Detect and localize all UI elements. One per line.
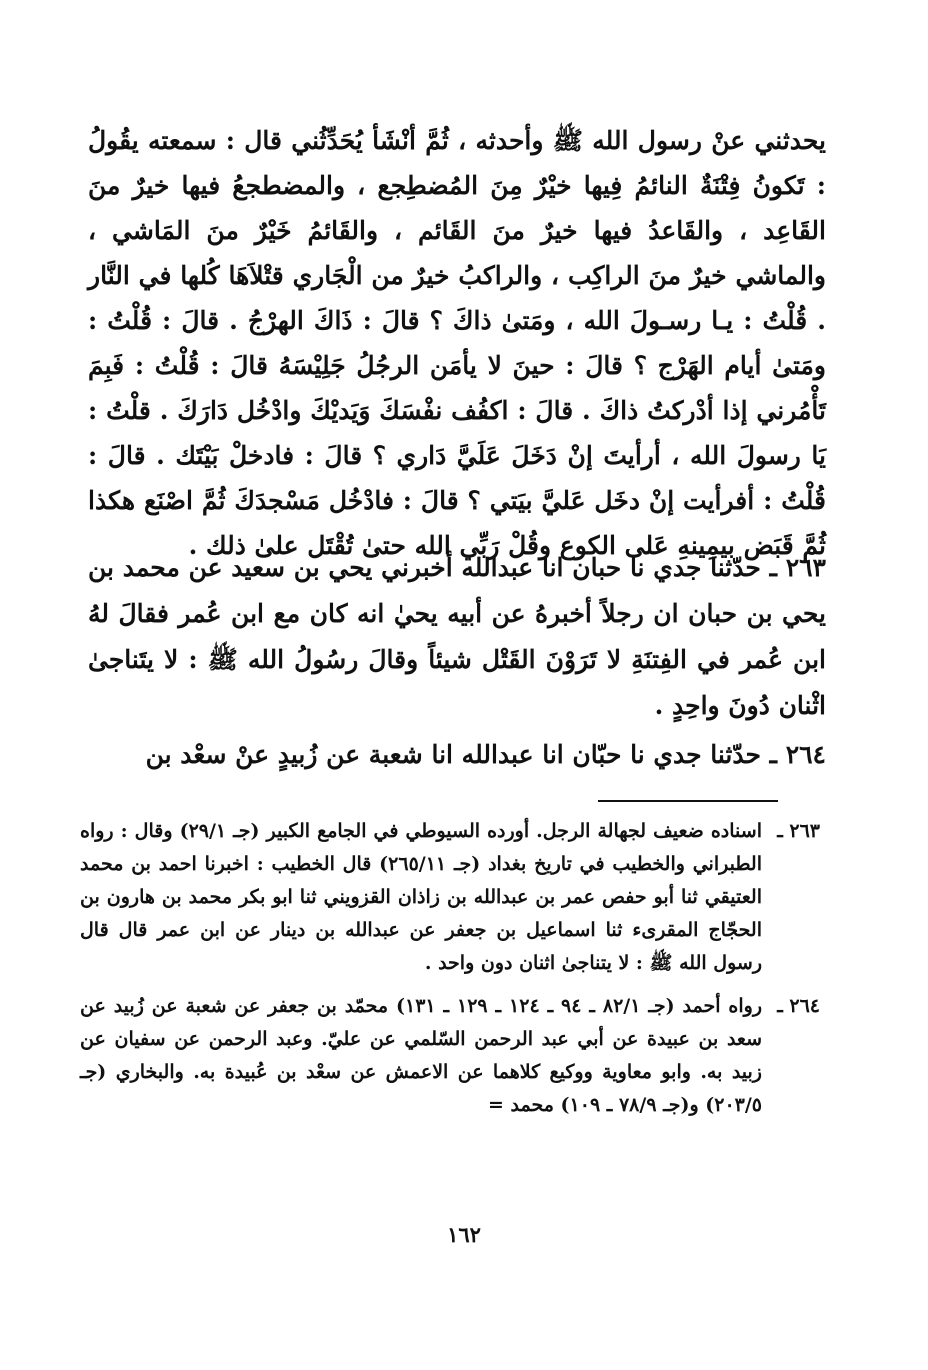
footnote-264 bbox=[80, 990, 820, 1122]
footnote-263 bbox=[80, 815, 820, 980]
hadith-264-paragraph bbox=[88, 732, 826, 778]
footnote-text: رواه أحمد (جـ ٨٢/١ ـ ٩٤ ـ ١٢٤ ـ ١٢٩ ـ ١٣١) محمّد بن جعفر عن شعبة عن زُبيد عن سعد بن عبيدة عن أبي عبد الرحمن السّلمي عن عليّ. وعبد الرحمن عن سفيان عن زبيد به. وابو معاوية ووكيع كلاهما عن الاعمش عن سعْد بن عُبيدة به. والبخاري (جـ ٢٠٣/٥) و(جـ ٧٨/٩ ـ ١٠٩) محمد = bbox=[80, 995, 763, 1116]
hadith-263-paragraph bbox=[88, 545, 826, 729]
footnote-number: ٢٦٤ ـ bbox=[777, 995, 820, 1017]
hadith-dash: ـ bbox=[769, 553, 777, 582]
footnote-separator bbox=[598, 800, 778, 802]
hadith-number: ٢٦٣ bbox=[785, 553, 826, 582]
hadith-text: حدّثنا جدي نا حبان انا عبدالله أخبرني يحي بن سعيد عن محمد بن يحي بن حبان ان رجلاً أخبرهُ عن أبيه يحيٰ انه كان مع ابن عُمر فقالَ لهُ ابن عُمر في الفِتنَةِ لا تَرَوْنَ القَتْل شيئاً وقالَ رسُولُ الله ﷺ : لا يتَناجىٰ اثْنان دُونَ واحِدٍ . bbox=[88, 553, 826, 720]
hadith-text: حدّثنا جدي نا حبّان انا عبدالله انا شعبة عن زُبيدٍ عنْ سعْد بن bbox=[145, 740, 761, 769]
footnote-text: اسناده ضعيف لجهالة الرجل. أورده السيوطي في الجامع الكبير (جـ ٢٩/١) وقال : رواه الطبراني والخطيب في تاريخ بغداد (جـ ٢٦٥/١١) قال الخطيب : اخبرنا احمد بن محمد العتيقي ثنا أبو حفص عمر بن عبدالله بن زاذان القزويني ثنا ابو بكر محمد بن هارون بن الحجّاج المقرىء ثنا اسماعيل بن جعفر عن عبدالله بن دينار عن ابن عمر قال قال رسول الله ﷺ : لا يتناجىٰ اثنان دون واحد . bbox=[80, 820, 762, 974]
hadith-264 bbox=[88, 732, 826, 778]
hadith-continuation-paragraph: يحدثني عنْ رسول الله ﷺ وأحدثه ، ثُمَّ أنْشَأ يُحَدِّثُني قال : سمعته يقُولُ : تَكونُ فِتْنَةٌ النائمُ فِيها خيْرٌ مِنَ المُضطِجع ، والمضطجعُ فيها خيرٌ منَ القَاعِد ، والقَاعدُ فيها خيرٌ منَ القَائم ، والقَائمُ خَيْرٌ منَ المَاشي ، والماشي خيرٌ منَ الراكِب ، والراكبُ خيرٌ من الْجَاري قتْلاَهَا كُلها في النَّار . قُلْتُ : يـا رسـولَ الله ، ومَتىٰ ذاكَ ؟ قالَ : ذَاكَ الهرْجُ . قالَ : قُلْتُ : ومَتىٰ أيام الهَرْج ؟ قالَ : حينَ لا يأمَن الرجُلُ جَلِيْسَهُ قالَ : قُلْتُ : فَبِمَ تَأْمُرني إذا أدْركتُ ذاكَ . قالَ : اكفُف نفْسَكَ وَيَديْكَ وادْخُل دَارَكَ . قلْتُ : يَا رسولَ الله ، أرأيتَ إنْ دَخَلَ عَلَيَّ دَاري ؟ قالَ : فادخلْ بَيْتَك . قالَ : قُلْتُ : أفرأيت إنْ دخَل عَليَّ بيَتي ؟ قالَ : فادْخُل مَسْجدَكَ ثُمَّ اصْنَع هكذا ثُمَّ قَبَض بيمِينهِ عَلى الكوع وقُلْ رَبِّي الله حتىٰ تُقْتَل علىٰ ذلك . bbox=[88, 126, 826, 560]
hadith-number: ٢٦٤ bbox=[785, 740, 826, 769]
hadith-263 bbox=[88, 545, 826, 729]
footnote-number: ٢٦٣ ـ bbox=[777, 820, 820, 842]
footnotes bbox=[80, 815, 820, 1132]
main-text-block bbox=[88, 118, 826, 568]
hadith-dash: ـ bbox=[769, 740, 777, 769]
page-number: ١٦٢ bbox=[447, 1222, 481, 1247]
